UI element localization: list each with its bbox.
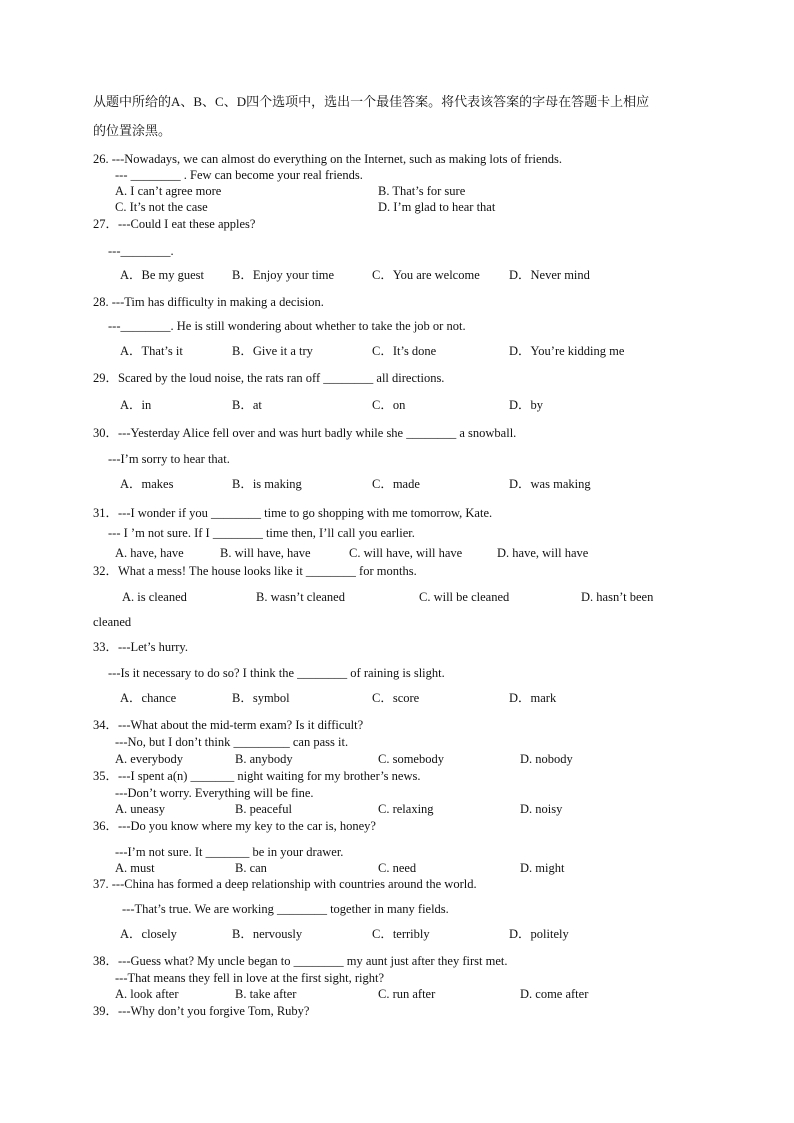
option-d: D. come after — [520, 987, 589, 1001]
question-stem: 34．---What about the mid-term exam? Is it difficult? — [93, 718, 364, 732]
question-stem: 36．---Do you know where my key to the car is, honey? — [93, 819, 376, 833]
option-a: A．That’s it — [120, 344, 183, 358]
option-a: A. everybody — [115, 752, 184, 766]
option-b: B．symbol — [232, 691, 290, 705]
option-c: C．made — [372, 477, 420, 491]
question-response: ---I’m not sure. It _______ be in your drawer. — [115, 845, 344, 859]
option-a: A．chance — [120, 691, 177, 705]
option-b: B. take after — [235, 987, 297, 1001]
question-response: ---That means they fell in love at the first sight, right? — [115, 971, 385, 985]
option-d: D．Never mind — [509, 268, 590, 282]
question-response: ---That’s true. We are working ________ together in many fields. — [122, 902, 449, 916]
option-a: A．in — [120, 398, 152, 412]
question-response: ---I’m sorry to hear that. — [108, 452, 230, 466]
option-b: B. peaceful — [235, 802, 292, 816]
option-c: C．on — [372, 398, 406, 412]
option-b: B. wasn’t cleaned — [256, 590, 345, 604]
option-d: D．was making — [509, 477, 591, 491]
option-b: B. will have, have — [220, 546, 311, 560]
option-c: C．It’s done — [372, 344, 437, 358]
question-response: ---Don’t worry. Everything will be fine. — [115, 786, 314, 800]
option-c: C. need — [378, 861, 417, 875]
question-response: --- ________ . Few can become your real friends. — [115, 168, 363, 182]
question-response: ---________. — [108, 244, 174, 258]
question-stem: 29．Scared by the loud noise, the rats ran off ________ all directions. — [93, 371, 445, 385]
question-response: ---________. He is still wondering about whether to take the job or not. — [108, 319, 466, 333]
question-stem: 27．---Could I eat these apples? — [93, 217, 256, 231]
option-c: C．terribly — [372, 927, 430, 941]
option-d: D. have, will have — [497, 546, 589, 560]
option-a: A. I can’t agree more — [115, 184, 222, 198]
question-stem: 30．---Yesterday Alice fell over and was hurt badly while she ________ a snowball. — [93, 426, 517, 440]
option-b: B．Give it a try — [232, 344, 313, 358]
question-response: ---Is it necessary to do so? I think the ________ of raining is slight. — [108, 666, 445, 680]
question-stem: 33．---Let’s hurry. — [93, 640, 188, 654]
option-d: D. nobody — [520, 752, 573, 766]
question-response: --- I ’m not sure. If I ________ time then, I’ll call you earlier. — [108, 526, 415, 540]
option-a: A. have, have — [115, 546, 184, 560]
option-b: B．nervously — [232, 927, 303, 941]
question-stem: 37. ---China has formed a deep relationship with countries around the world. — [93, 877, 477, 891]
option-c: C. somebody — [378, 752, 444, 766]
instruction-line-1: 从题中所给的A、B、C、D四个选项中，选出一个最佳答案。将代表该答案的字母在答题卡上相应 — [93, 94, 650, 109]
option-b: B．Enjoy your time — [232, 268, 335, 282]
option-c: C．You are welcome — [372, 268, 480, 282]
option-a: A. look after — [115, 987, 179, 1001]
question-stem: 28. ---Tim has difficulty in making a decision. — [93, 295, 324, 309]
option-b: B．is making — [232, 477, 302, 491]
option-d: D．by — [509, 398, 544, 412]
option-c: C. It’s not the case — [115, 200, 208, 214]
option-d: D. might — [520, 861, 565, 875]
option-b: B．at — [232, 398, 262, 412]
option-d: D．You’re kidding me — [509, 344, 625, 358]
question-stem: 31．---I wonder if you ________ time to go shopping with me tomorrow, Kate. — [93, 506, 493, 520]
option-d: D. I’m glad to hear that — [378, 200, 496, 214]
option-d: D．mark — [509, 691, 557, 705]
question-stem: 26. ---Nowadays, we can almost do everything on the Internet, such as making lots of friends. — [93, 152, 562, 166]
option-c: C. will be cleaned — [419, 590, 510, 604]
option-a: A. must — [115, 861, 155, 875]
option-d: D．politely — [509, 927, 569, 941]
option-c: C．score — [372, 691, 420, 705]
option-b: B. That’s for sure — [378, 184, 466, 198]
question-stem: 35．---I spent a(n) _______ night waiting for my brother’s news. — [93, 769, 421, 783]
option-b: B. can — [235, 861, 267, 875]
option-a: A. uneasy — [115, 802, 165, 816]
option-a: A．Be my guest — [120, 268, 205, 282]
option-d: D. noisy — [520, 802, 563, 816]
option-c: C. run after — [378, 987, 436, 1001]
question-stem: 32．What a mess! The house looks like it ________ for months. — [93, 564, 417, 578]
option-b: B. anybody — [235, 752, 293, 766]
option-a: A. is cleaned — [122, 590, 187, 604]
instruction-line-2: 的位置涂黑。 — [93, 123, 172, 138]
option-c: C. will have, will have — [349, 546, 463, 560]
question-stem: 39．---Why don’t you forgive Tom, Ruby? — [93, 1004, 310, 1018]
option-c: C. relaxing — [378, 802, 434, 816]
option-a: A．makes — [120, 477, 174, 491]
option-d: D. hasn’t been — [581, 590, 654, 604]
question-response: ---No, but I don’t think _________ can pass it. — [115, 735, 349, 749]
question-stem: 38．---Guess what? My uncle began to ________ my aunt just after they first met. — [93, 954, 508, 968]
option-a: A．closely — [120, 927, 177, 941]
option-d-wrap: cleaned — [93, 615, 132, 629]
